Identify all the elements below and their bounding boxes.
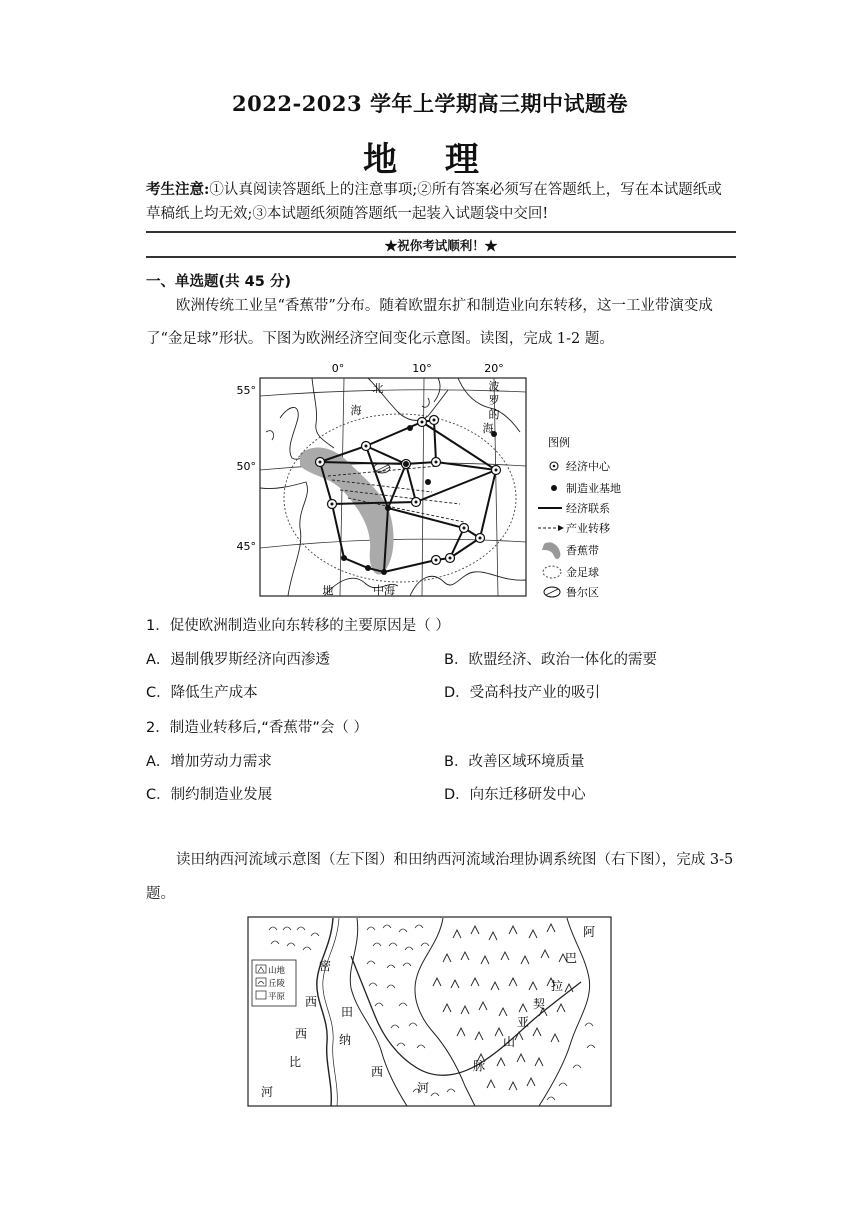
place-label: 北 xyxy=(372,382,384,395)
divider-bottom xyxy=(146,256,736,258)
candidate-notice xyxy=(146,178,736,226)
mountain-label: 亚 xyxy=(517,1015,530,1029)
legend-label: 山地 xyxy=(268,966,286,976)
place-label: 的 xyxy=(488,408,500,421)
place-label: 海 xyxy=(350,404,362,417)
place-label: 地 xyxy=(322,584,334,597)
legend-mountain-icon xyxy=(256,965,266,973)
legend-label: 产业转移 xyxy=(566,522,610,535)
q2-option-d: D．向东迁移研发中心 xyxy=(444,787,586,803)
europe-economic-map xyxy=(228,358,648,610)
good-luck-banner: ★祝你考试顺利！★ xyxy=(384,238,498,253)
river-label: 田 xyxy=(341,1005,354,1019)
q2-option-c: C．制约制造业发展 xyxy=(146,787,273,803)
lon-label-10: 10° xyxy=(412,362,432,375)
section1-intro: 欧洲传统工业呈“香蕉带”分布。随着欧盟东扩和制造业向东转移，这一工业带演变成了“金足球”形状。下图为欧洲经济空间变化示意图。读图，完成 1-2 题。 xyxy=(146,298,713,347)
q1-option-d: D．受高科技产业的吸引 xyxy=(444,685,601,701)
legend-label: 丘陵 xyxy=(268,979,286,989)
mountain-label: 契 xyxy=(533,997,546,1011)
subject-title: 地 理 xyxy=(363,140,497,180)
legend-label: 制造业基地 xyxy=(566,482,621,495)
river-label: 河 xyxy=(417,1081,430,1095)
question-1: 1．促使欧洲制造业向东转移的主要原因是（ ） xyxy=(146,618,450,634)
legend-hill-icon xyxy=(256,978,266,986)
legend-transfer-icon xyxy=(538,525,564,531)
lon-label-0: 0° xyxy=(331,362,345,375)
lat-label-50: 50° xyxy=(236,460,256,473)
river-label: 西 xyxy=(305,995,318,1009)
section2-intro: 读田纳西河流域示意图（左下图）和田纳西河流域治理协调系统图（右下图），完成 3-5 题。 xyxy=(146,852,734,902)
lat-label-45: 45° xyxy=(236,540,256,553)
mountain-label: 山 xyxy=(503,1035,516,1049)
notice-label: 考生注意: xyxy=(146,181,210,198)
q1-option-c: C．降低生产成本 xyxy=(146,685,258,701)
lat-label-55: 55° xyxy=(236,384,256,397)
river-label: 密 xyxy=(319,959,332,973)
river-label: 西 xyxy=(371,1065,384,1079)
legend-label: 经济联系 xyxy=(566,502,610,515)
place-label: 中海 xyxy=(373,584,395,597)
mountain-label: 阿 xyxy=(583,925,596,939)
map2-frame xyxy=(248,917,611,1106)
divider-top xyxy=(146,231,736,233)
place-label: 波 xyxy=(488,380,500,393)
legend-banana-icon xyxy=(542,542,560,559)
river-label: 河 xyxy=(261,1085,274,1099)
legend-ruhr-icon xyxy=(544,587,560,597)
legend-label: 平原 xyxy=(268,992,286,1002)
place-label: 罗 xyxy=(488,394,500,407)
tennessee-basin-map xyxy=(247,916,613,1108)
legend-manufacturing-icon xyxy=(551,485,557,491)
lon-label-20: 20° xyxy=(484,362,504,375)
section-heading: 一、单选题(共 45 分) xyxy=(146,274,292,290)
q2-option-b: B．改善区域环境质量 xyxy=(444,754,585,770)
legend-label: 香蕉带 xyxy=(566,544,599,557)
notice-text: ①认真阅读答题纸上的注意事项;②所有答案必须写在答题纸上，写在本试题纸或草稿纸上均无效;③本试题纸须随答题纸一起装入试题袋中交回! xyxy=(146,182,722,222)
river-label: 西 xyxy=(295,1027,308,1041)
legend-football-icon xyxy=(543,566,561,578)
mountain-label: 脉 xyxy=(473,1059,486,1073)
legend-title: 图例 xyxy=(548,436,570,449)
legend-label: 金足球 xyxy=(566,566,599,579)
legend-economic-center-icon xyxy=(550,462,558,470)
place-label: 海 xyxy=(482,422,494,435)
q1-option-a: A．遏制俄罗斯经济向西渗透 xyxy=(146,652,330,668)
exam-title: 2022-2023 学年上学期高三期中试题卷 xyxy=(232,91,628,116)
legend-label: 鲁尔区 xyxy=(566,586,599,599)
question-2: 2．制造业转移后,“香蕉带”会（ ） xyxy=(146,720,368,736)
legend-label: 经济中心 xyxy=(566,460,610,473)
mountain-label: 巴 xyxy=(565,951,578,965)
legend-plain-icon xyxy=(256,991,266,999)
river-label: 比 xyxy=(289,1055,302,1069)
river-label: 纳 xyxy=(339,1033,352,1047)
q1-option-b: B．欧盟经济、政治一体化的需要 xyxy=(444,652,657,668)
mountain-label: 拉 xyxy=(551,979,564,993)
q2-option-a: A．增加劳动力需求 xyxy=(146,754,272,770)
